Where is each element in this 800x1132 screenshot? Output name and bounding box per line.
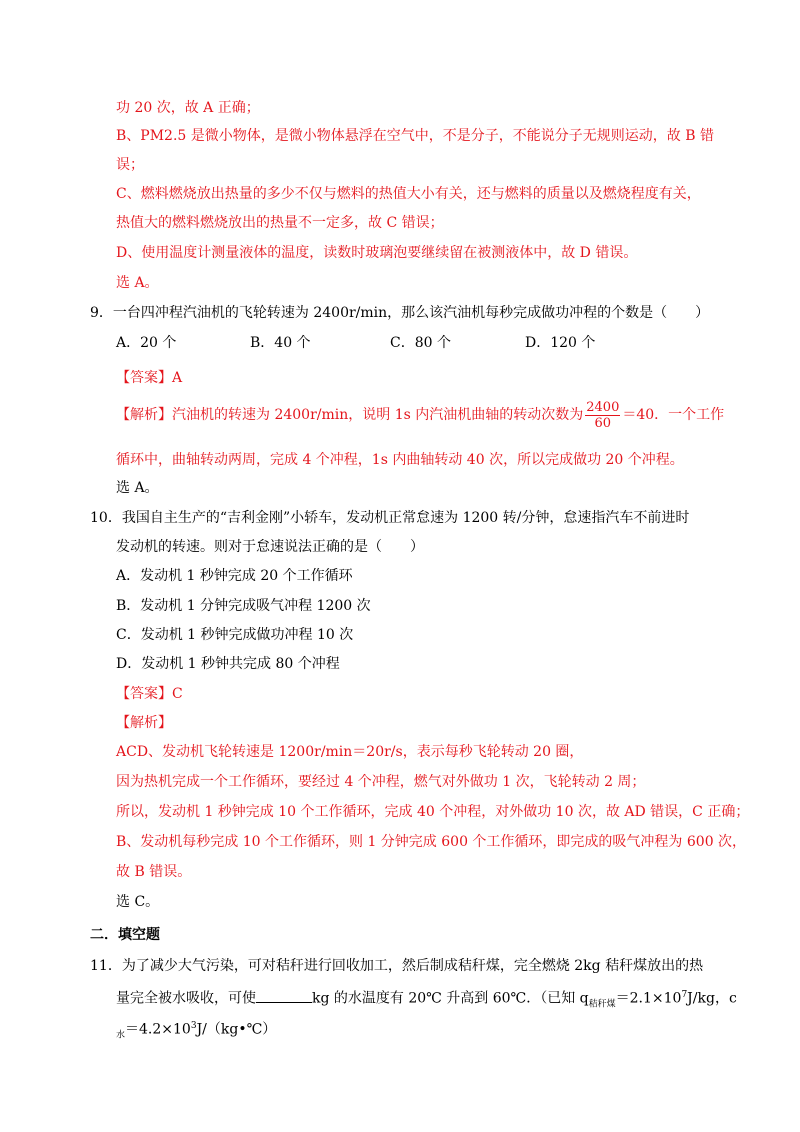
q9-analysis-line2: 循环中，曲轴转动两周，完成 4 个冲程，1s 内曲轴转动 40 次，所以完成做功 20 个冲程。 (116, 452, 684, 468)
q9-conclusion: 选 A。 (116, 480, 159, 496)
q9-analysis-text: ＝40．一个工作 (622, 407, 725, 423)
q9-analysis-label: 【解析】 (116, 407, 172, 423)
q10-option-b: B．发动机 1 分钟完成吸气冲程 1200 次 (116, 598, 371, 614)
q11-superscript: 3 (190, 1021, 197, 1031)
q11-question-line1: 11．为了减少大气污染，可对秸秆进行回收加工，然后制成秸秆煤，完全燃烧 2kg 秸秆煤放出的热 (90, 958, 704, 974)
q11-superscript: 7 (681, 990, 688, 1000)
q9-fraction-denominator: 60 (594, 415, 612, 431)
q11-question-line3 (116, 1016, 277, 1041)
q11-text: J/kg，c (687, 990, 737, 1007)
q10-answer: 【答案】C (116, 686, 183, 702)
q9-analysis-line1 (116, 398, 724, 432)
q11-text: ＝4.2×10 (125, 1021, 191, 1038)
q11-text: J/（kg•℃） (196, 1021, 277, 1038)
q11-text: ＝2.1×10 (615, 990, 682, 1007)
q9-option-d: D．120 个 (525, 335, 596, 351)
q10-analysis-line: 故 B 错误。 (116, 864, 192, 880)
q9-option-b: B．40 个 (250, 335, 311, 351)
q10-conclusion: 选 C。 (116, 894, 160, 910)
q10-question-line2: 发动机的转速。则对于怠速说法正确的是（ ） (116, 539, 424, 555)
q10-analysis-label: 【解析】 (116, 715, 172, 731)
q10-option-c: C．发动机 1 秒钟完成做功冲程 10 次 (116, 627, 354, 643)
q11-question-line2 (116, 985, 737, 1010)
q8-analysis-line: D、使用温度计测量液体的温度，读数时玻璃泡要继续留在被测液体中，故 D 错误。 (116, 245, 638, 261)
q10-analysis-line: B、发动机每秒完成 10 个工作循环，则 1 分钟完成 600 个工作循环，即完成的吸气冲程为 600 次， (116, 834, 747, 850)
q8-analysis-line: 误； (116, 157, 144, 173)
q10-question-line1: 10．我国自主生产的“吉利金刚”小轿车，发动机正常怠速为 1200 转/分钟，怠速指汽车不前进时 (90, 510, 690, 526)
q11-subscript: 水 (116, 1030, 126, 1041)
q10-option-d: D．发动机 1 秒钟共完成 80 个冲程 (116, 656, 340, 672)
q10-analysis-line: 因为热机完成一个工作循环，要经过 4 个冲程，燃气对外做功 1 次，飞轮转动 2 周； (116, 774, 646, 790)
q9-fraction (585, 400, 620, 431)
q11-text: 量完全被水吸收，可使 (116, 990, 256, 1007)
q8-conclusion: 选 A。 (116, 275, 159, 291)
q8-analysis-line: B、PM2.5 是微小物体，是微小物体悬浮在空气中，不是分子，不能说分子无规则运动，故 B 错 (116, 128, 714, 144)
section-title: 二．填空题 (90, 927, 160, 943)
q11-answer-blank[interactable] (256, 988, 312, 1003)
q10-option-a: A．发动机 1 秒钟完成 20 个工作循环 (116, 568, 353, 584)
q8-analysis-line: 热值大的燃料燃烧放出的热量不一定多，故 C 错误； (116, 215, 444, 231)
q10-analysis-line: ACD、发动机飞轮转速是 1200r/min＝20r/s，表示每秒飞轮转动 20 圈， (116, 744, 584, 760)
q8-analysis-line: C、燃料燃烧放出热量的多少不仅与燃料的热值大小有关，还与燃料的质量以及燃烧程度有关， (116, 186, 701, 202)
q9-fraction-numerator: 2400 (586, 399, 620, 415)
q10-analysis-line: 所以，发动机 1 秒钟完成 10 个工作循环，完成 40 个冲程，对外做功 10 次，故 AD 错误，C 正确； (116, 804, 750, 820)
q11-subscript: 秸秆煤 (588, 999, 616, 1010)
q9-option-c: C．80 个 (390, 335, 451, 351)
q9-option-a: A．20 个 (116, 335, 177, 351)
q11-text: kg 的水温度有 20℃ 升高到 60℃．（已知 q (312, 990, 589, 1007)
q9-analysis-text: 汽油机的转速为 2400r/min，说明 1s 内汽油机曲轴的转动次数为 (172, 407, 584, 423)
q9-answer: 【答案】A (116, 370, 183, 386)
q9-question: 9．一台四冲程汽油机的飞轮转速为 2400r/min，那么该汽油机每秒完成做功冲程的个数是（ ） (90, 305, 710, 321)
q8-analysis-line: 功 20 次，故 A 正确； (116, 100, 260, 116)
